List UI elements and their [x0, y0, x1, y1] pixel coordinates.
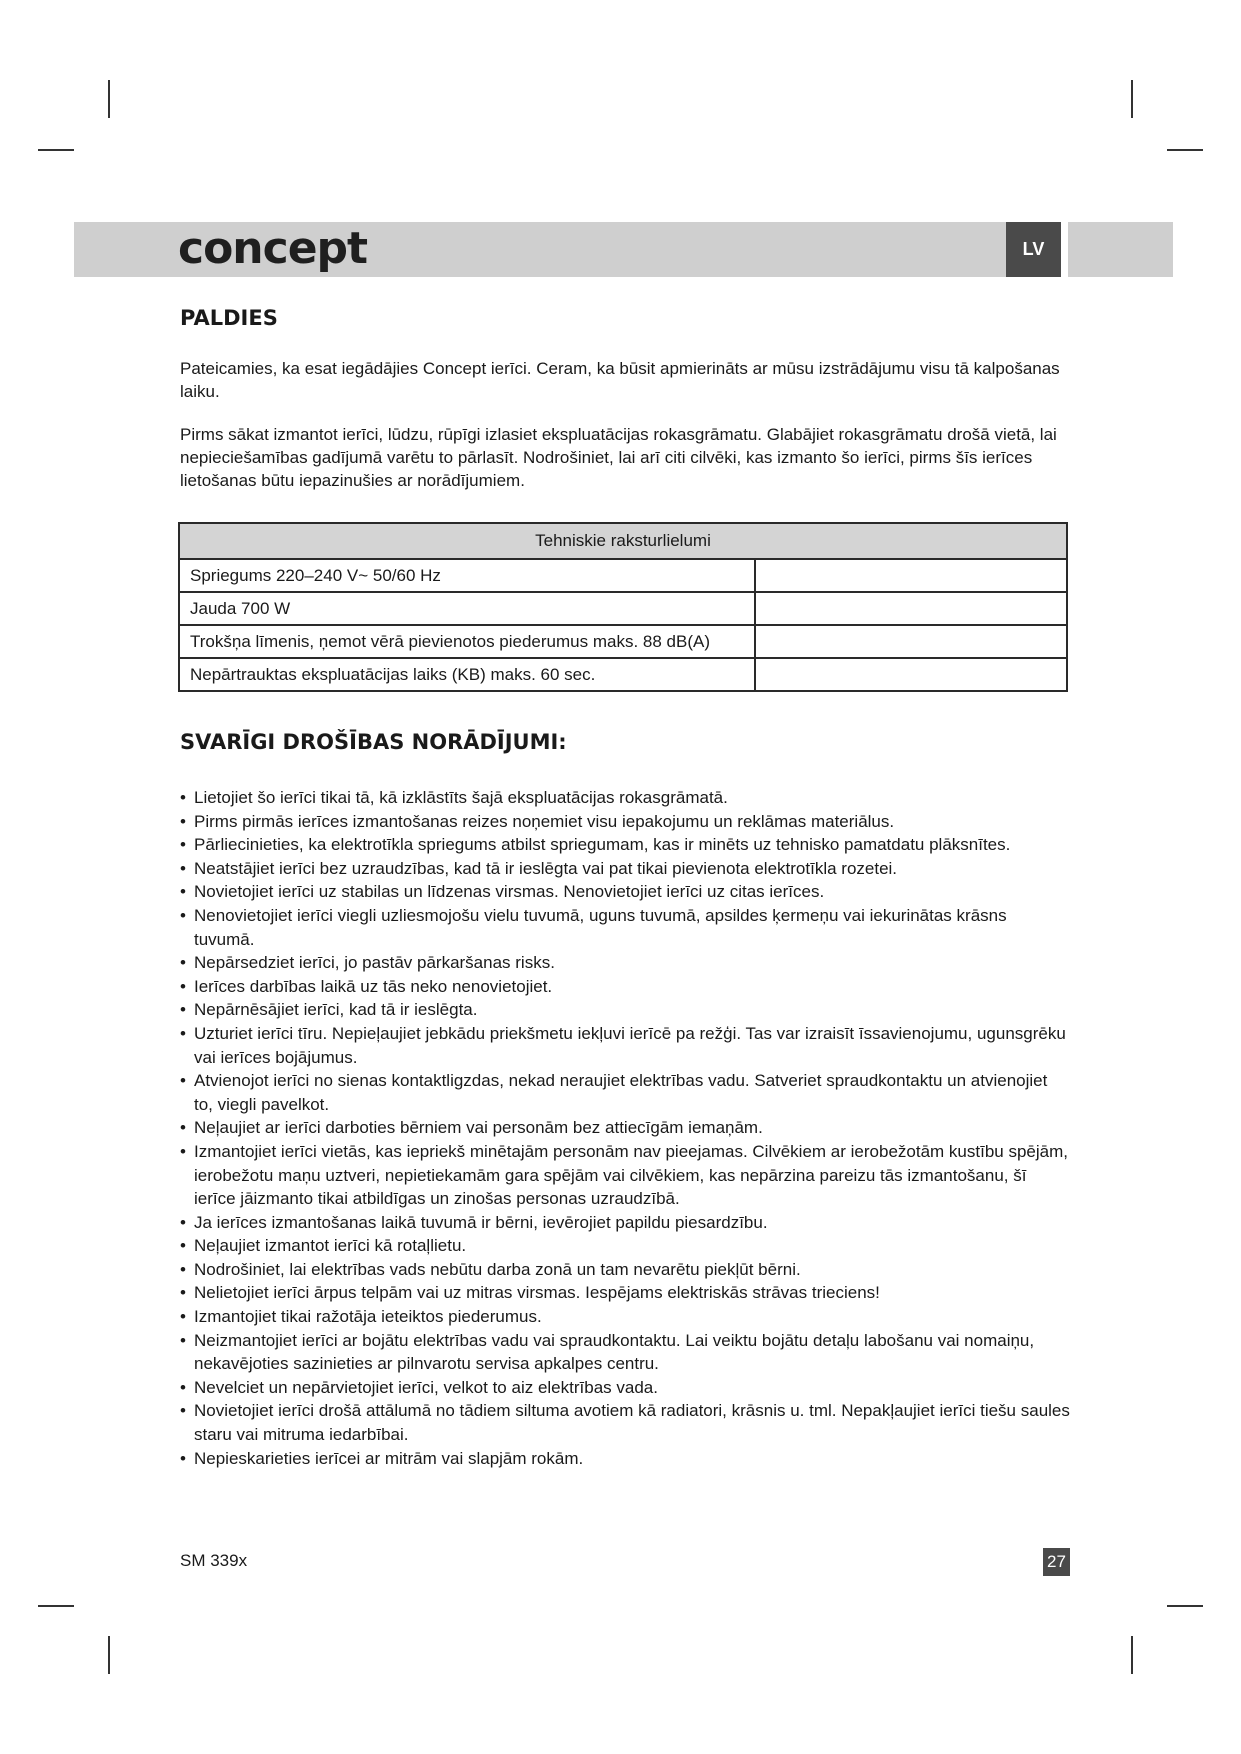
spec-label: Jauda 700 W: [179, 592, 755, 625]
rule-text: Ierīces darbības laikā uz tās neko nenovietojiet.: [194, 976, 553, 996]
safety-title: SVARĪGI DROŠĪBAS NORĀDĪJUMI:: [180, 730, 567, 754]
spec-value: [755, 658, 1067, 691]
rule-text: Novietojiet ierīci uz stabilas un līdzenas virsmas. Nenovietojiet ierīci uz citas ierīces.: [194, 882, 825, 902]
list-item: [180, 880, 1070, 904]
rule-text: Nenovietojiet ierīci viegli uzliesmojošu vielu tuvumā, uguns tuvumā, apsildes ķermeņu vai iekurinātas krāsns tuvumā.: [194, 905, 1007, 949]
list-item: [180, 1022, 1070, 1069]
crop-mark: [38, 1605, 74, 1607]
table-row: [179, 592, 1067, 625]
spec-value: [755, 625, 1067, 658]
list-item: [180, 1329, 1070, 1376]
model-number: SM 339x: [180, 1551, 248, 1570]
table-row: [179, 559, 1067, 592]
list-item: [180, 786, 1070, 810]
rule-text: Neatstājiet ierīci bez uzraudzības, kad tā ir ieslēgta vai pat tikai pievienota elektrotīkla rozetei.: [194, 858, 898, 878]
spec-table: [178, 522, 1068, 692]
rule-text: Nepārsedziet ierīci, jo pastāv pārkaršanas risks.: [194, 953, 555, 973]
rule-text: Pārliecinieties, ka elektrotīkla spriegums atbilst spriegumam, kas ir minēts uz tehnisko pamatdatu plāksnītes.: [194, 835, 1011, 855]
crop-mark: [1131, 1636, 1133, 1674]
header-bar: [74, 222, 1173, 277]
rule-text: Atvienojot ierīci no sienas kontaktligzdas, nekad neraujiet elektrības vadu. Satveriet spraudkontaktu un atvienojiet to, viegli pavelkot.: [194, 1071, 1048, 1114]
safety-list: [180, 786, 1070, 1470]
spec-table-title: Tehniskie raksturlielumi: [179, 523, 1067, 559]
language-badge: LV: [1006, 222, 1061, 277]
list-item: [180, 1069, 1070, 1116]
spec-value: [755, 592, 1067, 625]
spec-value: [755, 559, 1067, 592]
list-item: [180, 1140, 1070, 1211]
thanks-title: PALDIES: [180, 306, 278, 330]
list-item: [180, 857, 1070, 881]
list-item: [180, 904, 1070, 951]
rule-text: Neļaujiet izmantot ierīci kā rotaļlietu.: [194, 1236, 467, 1256]
list-item: [180, 810, 1070, 834]
crop-mark: [1167, 1605, 1203, 1607]
crop-mark: [38, 149, 74, 151]
rule-text: Nepārnēsājiet ierīci, kad tā ir ieslēgta.: [194, 1000, 478, 1020]
rule-text: Lietojiet šo ierīci tikai tā, kā izklāstīts šajā ekspluatācijas rokasgrāmatā.: [194, 788, 728, 807]
rule-text: Izmantojiet ierīci vietās, kas iepriekš minētajām personām nav pieejamas. Cilvēkiem ar ierobežotām kustību spējām, ierobežotu maņu uztveri, nepietiekamām gara spējām vai cilvēkiem, kas nepārzina pareizu tās izmantošanu, šī ierīce jāizmanto tikai atbildīgas un zinošas personas uzraudzībā.: [194, 1141, 1068, 1209]
table-row: [179, 658, 1067, 691]
crop-mark: [108, 80, 110, 118]
rule-text: Nepieskarieties ierīcei ar mitrām vai slapjām rokām.: [194, 1448, 584, 1468]
header-divider: [1061, 222, 1068, 277]
list-item: [180, 1258, 1070, 1282]
thanks-paragraph-2: Pirms sākat izmantot ierīci, lūdzu, rūpīgi izlasiet ekspluatācijas rokasgrāmatu. Glabājiet rokasgrāmatu drošā vietā, lai nepieciešamības gadījumā varētu to pārlasīt. Nodrošiniet, lai arī citi cilvēki, kas izmanto šo ierīci, pirms šīs ierīces lietošanas būtu iepazinušies ar norādījumiem.: [180, 425, 1057, 490]
list-item: [180, 1399, 1070, 1446]
list-item: [180, 951, 1070, 975]
crop-mark: [1167, 149, 1203, 151]
rule-text: Pirms pirmās ierīces izmantošanas reizes noņemiet visu iepakojumu un reklāmas materiālus.: [194, 811, 895, 831]
list-item: [180, 1376, 1070, 1400]
rule-text: Neizmantojiet ierīci ar bojātu elektrības vadu vai spraudkontaktu. Lai veiktu bojātu detaļu labošanu vai nomaiņu, nekavējoties sazinieties ar pilnvarotu servisa apkalpes centru.: [194, 1330, 1035, 1374]
rule-text: Uzturiet ierīci tīru. Nepieļaujiet jebkādu priekšmetu iekļuvi ierīcē pa režģi. Tas var izraisīt īssavienojumu, ugunsgrēku vai ierīces bojājumus.: [194, 1023, 1066, 1067]
list-item: [180, 1116, 1070, 1140]
rule-text: Ja ierīces izmantošanas laikā tuvumā ir bērni, ievērojiet papildu piesardzību.: [194, 1212, 768, 1232]
rule-text: Izmantojiet tikai ražotāja ieteiktos piederumus.: [194, 1307, 542, 1327]
rule-text: Nelietojiet ierīci ārpus telpām vai uz mitras virsmas. Iespējams elektriskās strāvas trieciens!: [194, 1283, 880, 1303]
list-item: [180, 1305, 1070, 1329]
list-item: [180, 1281, 1070, 1305]
crop-mark: [108, 1636, 110, 1674]
list-item: [180, 1447, 1070, 1471]
page-number: 27: [1043, 1548, 1070, 1576]
list-item: [180, 1211, 1070, 1235]
brand-logo: concept: [178, 223, 368, 274]
rule-text: Nodrošiniet, lai elektrības vads nebūtu darba zonā un tam nevarētu piekļūt bērni.: [194, 1259, 801, 1279]
list-item: [180, 833, 1070, 857]
spec-label: Trokšņa līmenis, ņemot vērā pievienotos piederumus maks. 88 dB(A): [179, 625, 755, 658]
list-item: [180, 1234, 1070, 1258]
spec-label: Spriegums 220–240 V~ 50/60 Hz: [179, 559, 755, 592]
table-row: [179, 625, 1067, 658]
crop-mark: [1131, 80, 1133, 118]
list-item: [180, 975, 1070, 999]
list-item: [180, 998, 1070, 1022]
rule-text: Novietojiet ierīci drošā attālumā no tādiem siltuma avotiem kā radiatori, krāsnis u. tml. Nepakļaujiet ierīci tiešu saules staru vai mitruma iedarbībai.: [194, 1401, 1070, 1445]
rule-text: Nevelciet un nepārvietojiet ierīci, velkot to aiz elektrības vada.: [194, 1377, 658, 1397]
thanks-paragraph-1: Pateicamies, ka esat iegādājies Concept ierīci. Ceram, ka būsit apmierināts ar mūsu izstrādājumu visu tā kalpošanas laiku.: [180, 359, 1060, 401]
spec-label: Nepārtrauktas ekspluatācijas laiks (KB) maks. 60 sec.: [179, 658, 755, 691]
rule-text: Neļaujiet ar ierīci darboties bērniem vai personām bez attiecīgām iemaņām.: [194, 1118, 763, 1138]
